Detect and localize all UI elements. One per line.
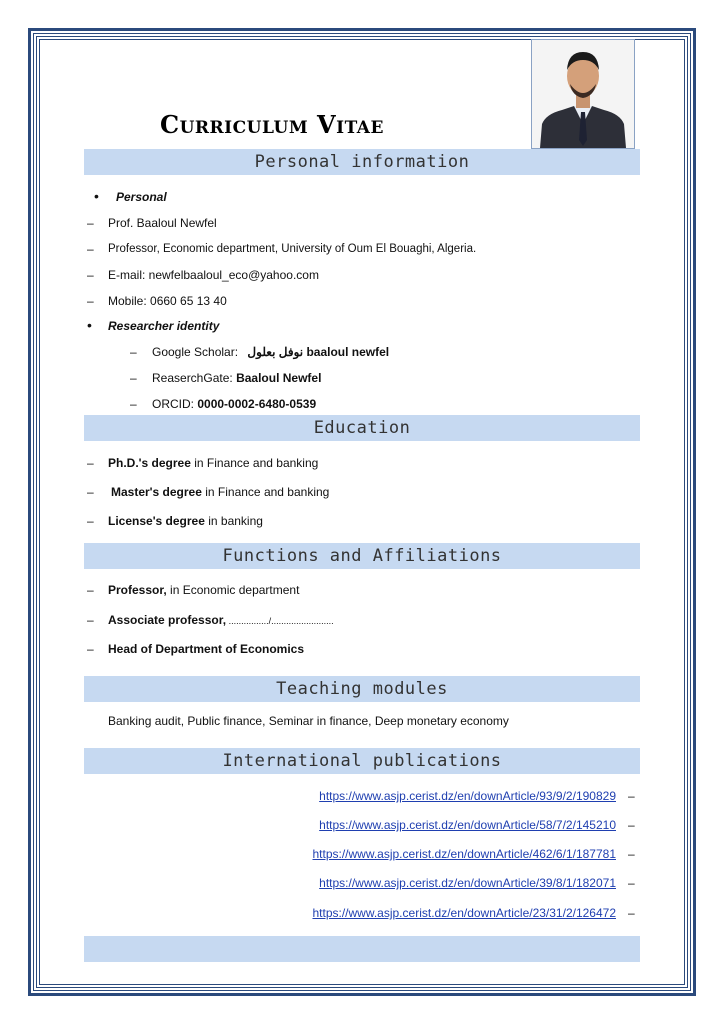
- dash-icon: –: [87, 216, 94, 230]
- dash-icon: –: [628, 789, 635, 803]
- function-role: Associate professor,: [108, 613, 227, 627]
- personal-position: Professor, Economic department, University of Oum El Bouaghi, Algeria.: [108, 243, 477, 255]
- education-field: in Finance and banking: [190, 456, 319, 470]
- dash-icon: –: [87, 456, 94, 470]
- education-degree: Master's degree: [111, 485, 202, 499]
- dash-icon: –: [130, 397, 137, 411]
- function-item: [108, 582, 299, 598]
- publication-link[interactable]: https://www.asjp.cerist.dz/en/downArticle/462/6/1/187781: [312, 847, 616, 861]
- function-item: [108, 641, 304, 657]
- dash-icon: –: [87, 642, 94, 656]
- footer-band: [84, 936, 640, 962]
- function-detail: ................/.........................: [226, 616, 334, 626]
- education-degree: License's degree: [108, 514, 205, 528]
- researchgate-line: [152, 370, 321, 386]
- teaching-modules: Banking audit, Public finance, Seminar in finance, Deep monetary economy: [108, 714, 509, 728]
- publication-link[interactable]: https://www.asjp.cerist.dz/en/downArticle/93/9/2/190829: [319, 789, 616, 803]
- person-photo-icon: [532, 40, 634, 148]
- dash-icon: –: [628, 906, 635, 920]
- orcid-line: [152, 396, 316, 412]
- google-scholar-label: Google Scholar:: [152, 345, 239, 359]
- dash-icon: –: [87, 583, 94, 597]
- function-role: Head of Department of Economics: [108, 642, 305, 656]
- dash-icon: –: [628, 847, 635, 861]
- google-scholar-value: نوفل بعلول baaloul newfel: [247, 345, 390, 359]
- page-title: Curriculum Vitae: [160, 110, 384, 139]
- dash-icon: –: [628, 876, 635, 890]
- function-item: [108, 612, 334, 629]
- function-role: Professor,: [108, 583, 167, 597]
- bullet-icon: •: [94, 188, 99, 204]
- section-header-teaching: Teaching modules: [84, 676, 640, 702]
- personal-heading: Personal: [116, 190, 167, 204]
- dash-icon: –: [87, 268, 94, 282]
- researcher-heading: Researcher identity: [108, 319, 220, 333]
- section-header-functions: Functions and Affiliations: [84, 543, 640, 569]
- researchgate-label: ReaserchGate:: [152, 371, 233, 385]
- education-field: in banking: [204, 514, 263, 528]
- section-header-education: Education: [84, 415, 640, 441]
- page-border-inner: [39, 39, 685, 985]
- bullet-icon: •: [87, 317, 92, 333]
- dash-icon: –: [87, 514, 94, 528]
- education-degree: Ph.D.'s degree: [108, 456, 191, 470]
- publication-link[interactable]: https://www.asjp.cerist.dz/en/downArticle/58/7/2/145210: [319, 818, 616, 832]
- personal-name: Prof. Baaloul Newfel: [108, 216, 217, 230]
- researchgate-value: Baaloul Newfel: [236, 371, 322, 385]
- dash-icon: –: [130, 371, 137, 385]
- orcid-label: ORCID:: [152, 397, 194, 411]
- education-item: [108, 513, 263, 529]
- dash-icon: –: [87, 294, 94, 308]
- dash-icon: –: [628, 818, 635, 832]
- personal-mobile: Mobile: 0660 65 13 40: [108, 294, 227, 308]
- profile-photo: [531, 39, 635, 149]
- orcid-value: 0000-0002-6480-0539: [197, 397, 317, 411]
- personal-email: E-mail: newfelbaaloul_eco@yahoo.com: [108, 268, 319, 282]
- section-header-publications: International publications: [84, 748, 640, 774]
- google-scholar-line: [152, 344, 389, 360]
- education-item: [108, 455, 318, 471]
- education-item: [111, 484, 329, 500]
- dash-icon: –: [87, 242, 94, 256]
- publication-link[interactable]: https://www.asjp.cerist.dz/en/downArticle/23/31/2/126472: [312, 906, 616, 920]
- dash-icon: –: [87, 485, 94, 499]
- section-header-personal: Personal information: [84, 149, 640, 175]
- dash-icon: –: [87, 613, 94, 627]
- dash-icon: –: [130, 345, 137, 359]
- education-field: in Finance and banking: [201, 485, 330, 499]
- function-detail: in Economic department: [166, 583, 300, 597]
- publication-link[interactable]: https://www.asjp.cerist.dz/en/downArticle/39/8/1/182071: [319, 876, 616, 890]
